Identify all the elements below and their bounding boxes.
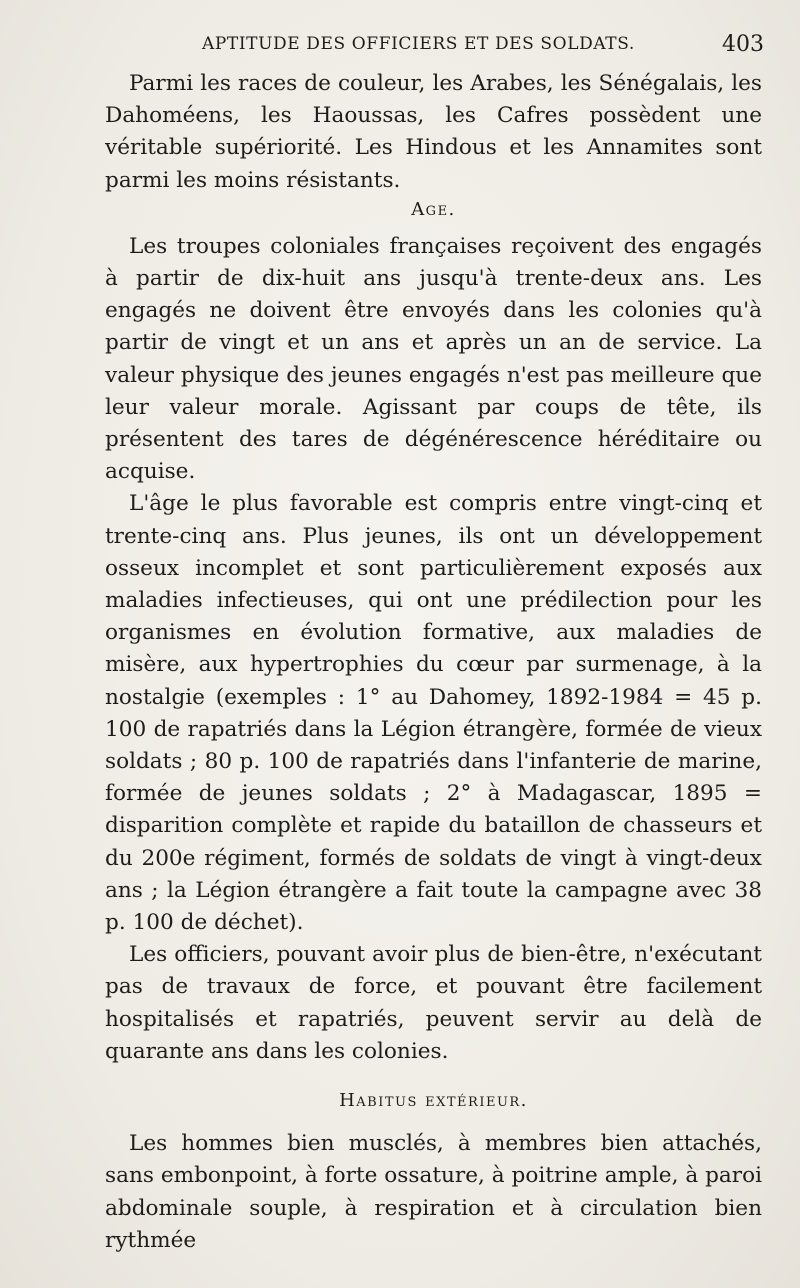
- section-heading-habitus: Habitus extérieur.: [339, 1090, 528, 1112]
- paragraph-officiers: Les officiers, pouvant avoir plus de bien-être, n'exécutant pas de travaux de force, et pouvant être facilement hospitalisés et rapatriés, peuvent servir au delà de quarante ans dans les colonies.: [105, 942, 762, 1064]
- paragraph-age-favorable: L'âge le plus favorable est compris entre vingt-cinq et trente-cinq ans. Plus jeunes, ils ont un développement osseux incomplet et sont particulièrement exposés aux maladies infectieuses, qui ont une prédilection pour les organismes en évolution formative, aux maladies de misère, aux hypertrophies du cœur par surmenage, à la nostalgie (exemples : 1° au Dahomey, 1892-1984 = 45 p. 100 de rapatriés dans la Légion étrangère, formée de vieux soldats ; 80 p. 100 de rapatriés dans l'infanterie de marine, formée de jeunes soldats ; 2° à Madagascar, 1895 = disparition complète et rapide du bataillon de chasseurs et du 200e régiment, formés de soldats de vingt à vingt-deux ans ; la Légion étrangère a fait toute la campagne avec 38 p. 100 de déchet).: [105, 491, 762, 936]
- paragraph-races: Parmi les races de couleur, les Arabes, les Sénégalais, les Dahoméens, les Haoussas, les Cafres possèdent une véritable supériorité. Les Hindous et les Annamites sont parmi les moins résistants.: [105, 71, 762, 193]
- paragraph-hommes-muscles: Les hommes bien musclés, à membres bien attachés, sans embonpoint, à forte ossature, à poitrine ample, à paroi abdominale souple, à respiration et à circulation bien rythmée: [105, 1131, 762, 1253]
- paragraph-troupes-coloniales: Les troupes coloniales françaises reçoivent des engagés à partir de dix-huit ans jusqu'à trente-deux ans. Les engagés ne doivent être envoyés dans les colonies qu'à partir de vingt et un ans et après un an de service. La valeur physique des jeunes engagés n'est pas meilleure que leur valeur morale. Agissant par coups de tête, ils présentent des tares de dégénérescence héréditaire ou acquise.: [105, 233, 762, 485]
- running-header: [104, 34, 764, 60]
- page-number: 403: [722, 32, 764, 57]
- section-heading-age: Age.: [411, 198, 456, 220]
- running-title: APTITUDE DES OFFICIERS ET DES SOLDATS.: [202, 34, 635, 54]
- body-text: [105, 68, 762, 1257]
